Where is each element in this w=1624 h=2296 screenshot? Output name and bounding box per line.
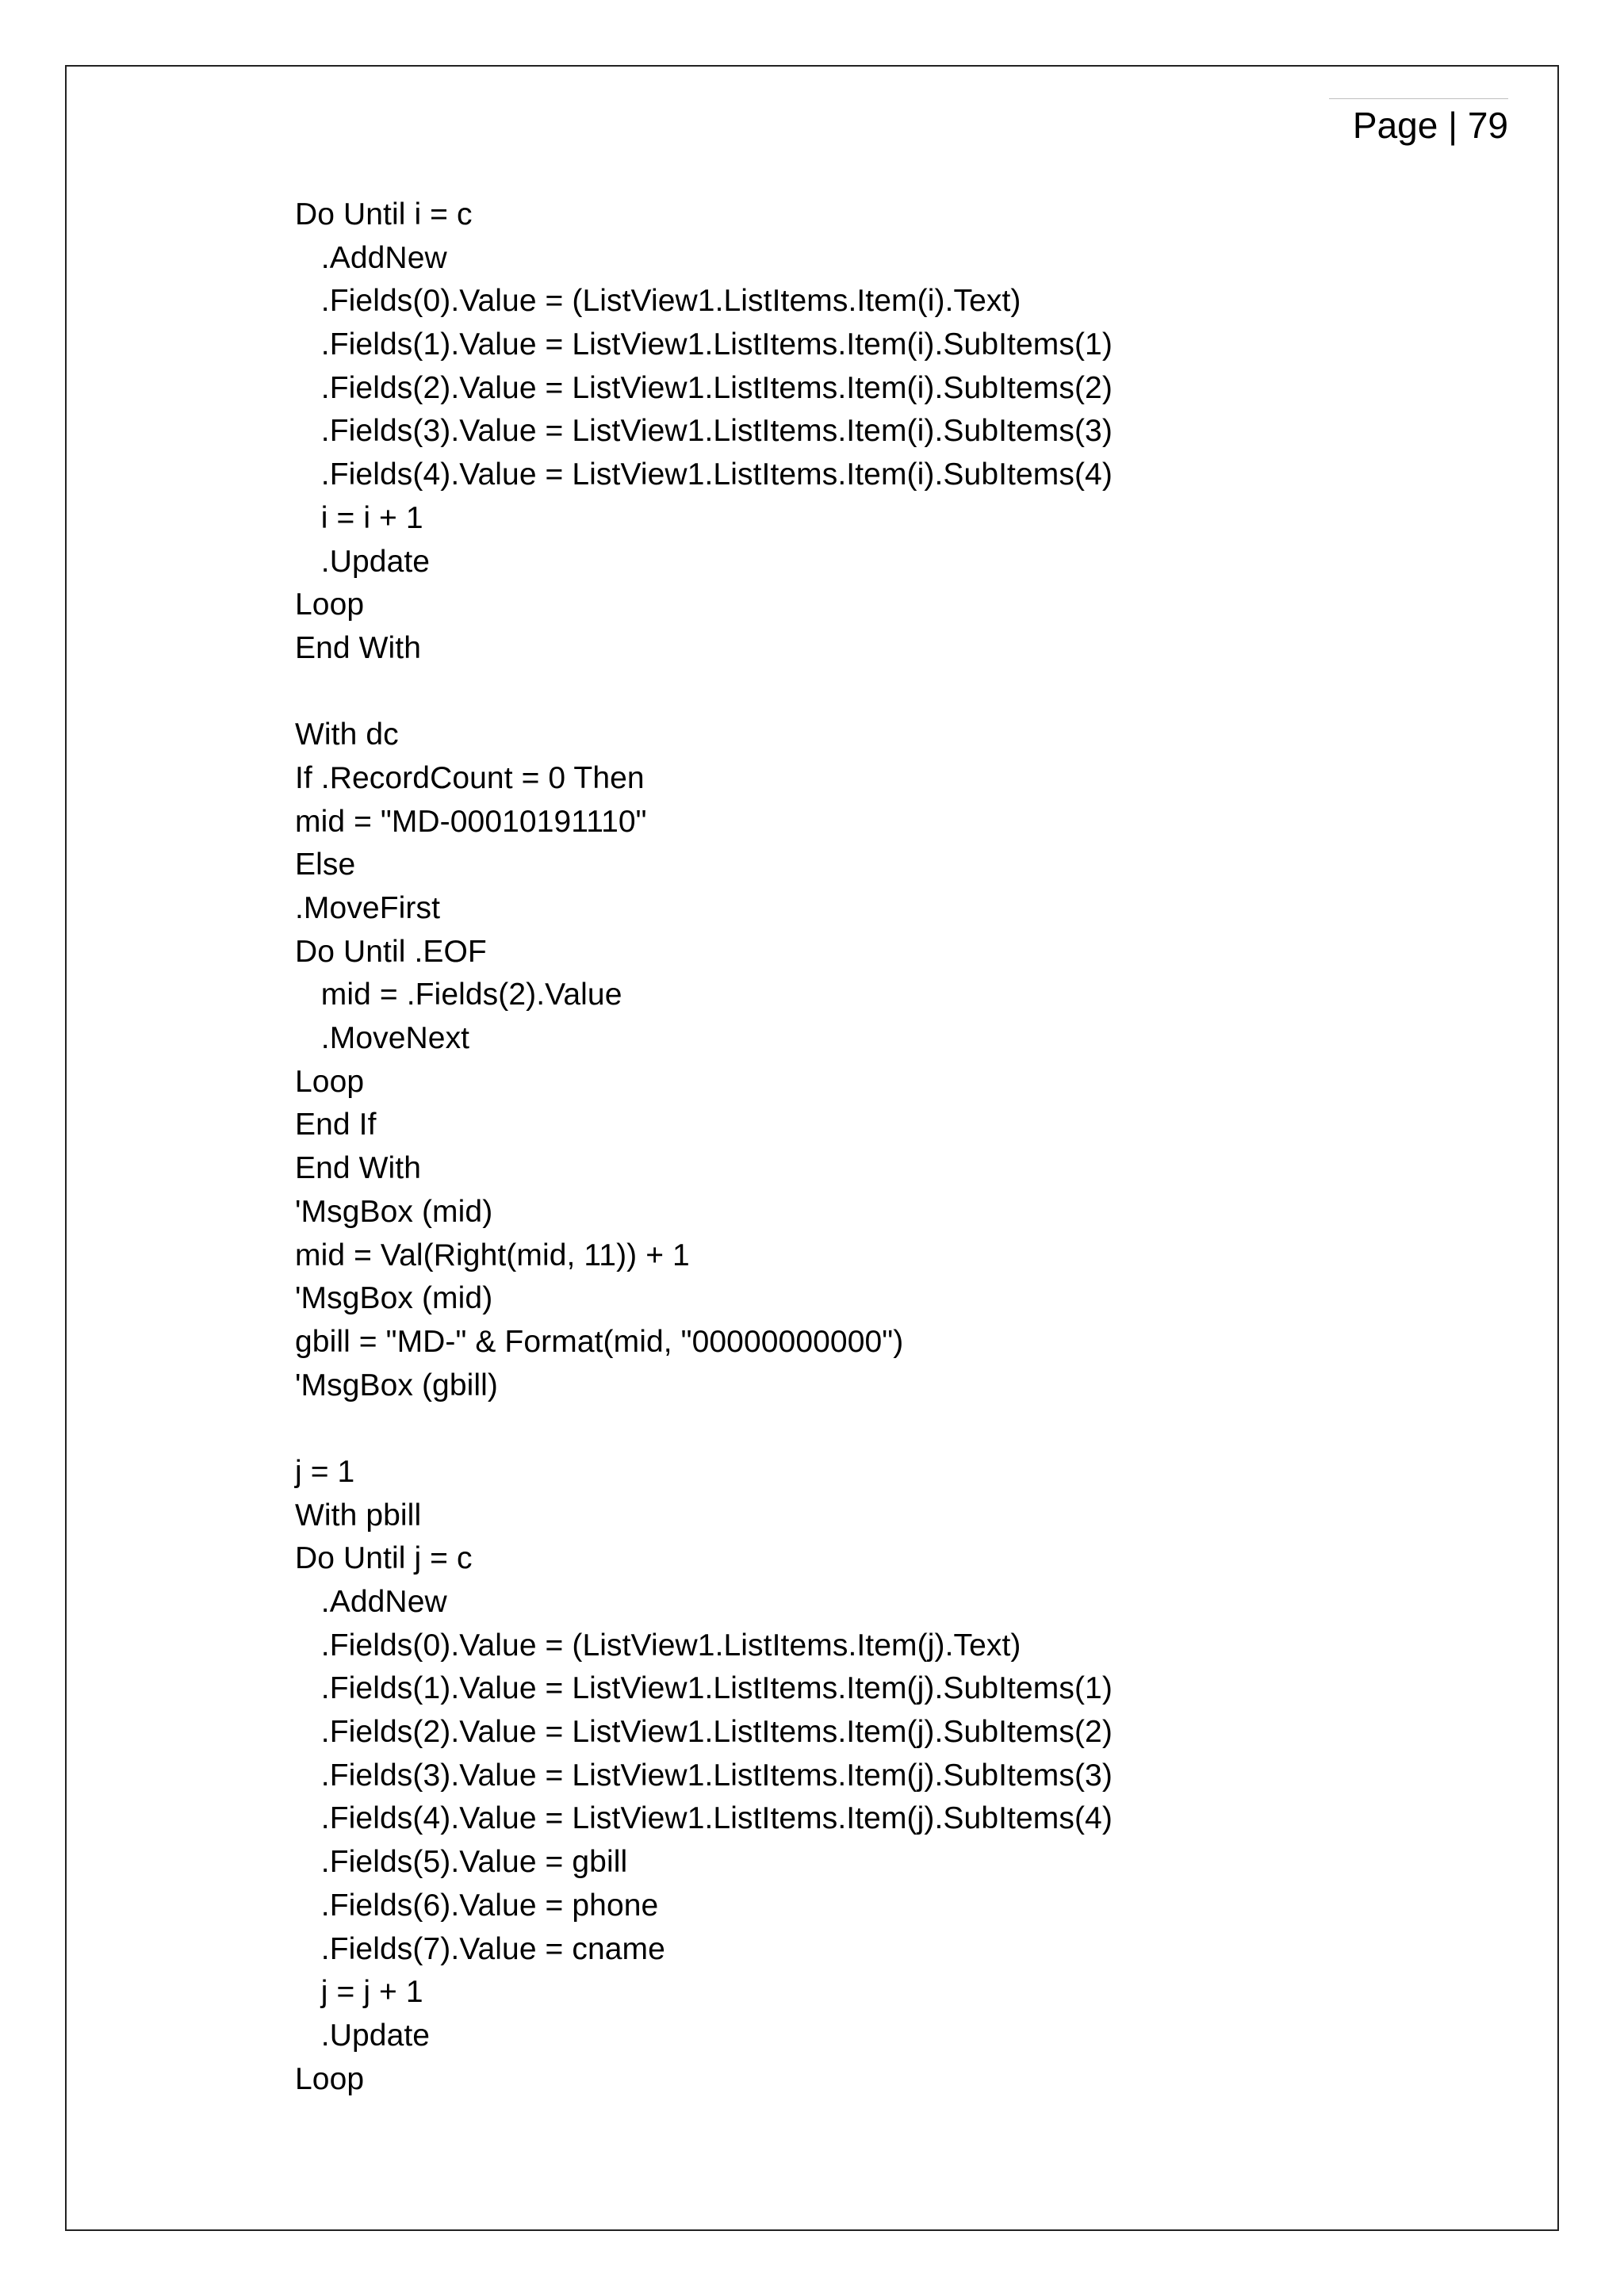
- code-line: With pbill: [295, 1498, 422, 1533]
- code-line: Do Until .EOF: [295, 934, 487, 969]
- code-line: End If: [295, 1108, 377, 1142]
- code-line: mid = Val(Right(mid, 11)) + 1: [295, 1238, 690, 1272]
- code-line: .Fields(3).Value = ListView1.ListItems.Item(j).SubItems(3): [295, 1758, 1113, 1793]
- code-line: mid = .Fields(2).Value: [295, 978, 622, 1012]
- code-line: .AddNew: [295, 1585, 447, 1619]
- code-line: Else: [295, 848, 356, 882]
- code-line: .AddNew: [295, 240, 447, 275]
- code-line: .Fields(6).Value = phone: [295, 1888, 659, 1923]
- code-line: Loop: [295, 587, 365, 622]
- code-line: .Fields(3).Value = ListView1.ListItems.Item(i).SubItems(3): [295, 414, 1113, 449]
- code-line: Loop: [295, 2061, 365, 2096]
- code-line: .Fields(0).Value = (ListView1.ListItems.Item(i).Text): [295, 284, 1021, 319]
- code-line: .Fields(4).Value = ListView1.ListItems.Item(i).SubItems(4): [295, 457, 1113, 492]
- code-line: 'MsgBox (gbill): [295, 1368, 499, 1402]
- code-line: If .RecordCount = 0 Then: [295, 760, 645, 795]
- code-line: mid = "MD-00010191110": [295, 804, 647, 839]
- code-line: [295, 1407, 1113, 1451]
- code-line: Do Until j = c: [295, 1541, 473, 1576]
- code-line: .MoveFirst: [295, 891, 441, 925]
- code-line: .Fields(2).Value = ListView1.ListItems.Item(j).SubItems(2): [295, 1715, 1113, 1750]
- code-line: End With: [295, 1151, 422, 1186]
- code-line: 'MsgBox (mid): [295, 1281, 493, 1316]
- code-line: .Update: [295, 544, 431, 579]
- code-line: .Fields(5).Value = gbill: [295, 1845, 628, 1880]
- code-line: 'MsgBox (mid): [295, 1194, 493, 1229]
- code-line: .Fields(1).Value = ListView1.ListItems.Item(j).SubItems(1): [295, 1671, 1113, 1706]
- code-line: Do Until i = c: [295, 197, 473, 232]
- code-line: gbill = "MD-" & Format(mid, "00000000000"): [295, 1324, 904, 1359]
- code-line: Loop: [295, 1064, 365, 1099]
- code-line: .MoveNext: [295, 1021, 470, 1056]
- page-number: Page | 79: [1352, 105, 1508, 146]
- code-line: .Fields(1).Value = ListView1.ListItems.Item(i).SubItems(1): [295, 327, 1113, 362]
- code-line: .Fields(4).Value = ListView1.ListItems.Item(j).SubItems(4): [295, 1801, 1113, 1836]
- code-line: End With: [295, 630, 422, 665]
- code-line: [295, 671, 1113, 714]
- code-line: With dc: [295, 718, 399, 752]
- code-listing: [295, 193, 1113, 2101]
- code-line: .Fields(2).Value = ListView1.ListItems.Item(i).SubItems(2): [295, 370, 1113, 405]
- code-line: j = 1: [295, 1454, 355, 1489]
- code-line: .Fields(0).Value = (ListView1.ListItems.Item(j).Text): [295, 1628, 1021, 1663]
- code-line: .Fields(7).Value = cname: [295, 1931, 665, 1966]
- header-rule: [1329, 98, 1508, 99]
- code-line: .Update: [295, 2018, 431, 2053]
- code-line: j = j + 1: [295, 1975, 423, 2010]
- code-line: i = i + 1: [295, 500, 423, 535]
